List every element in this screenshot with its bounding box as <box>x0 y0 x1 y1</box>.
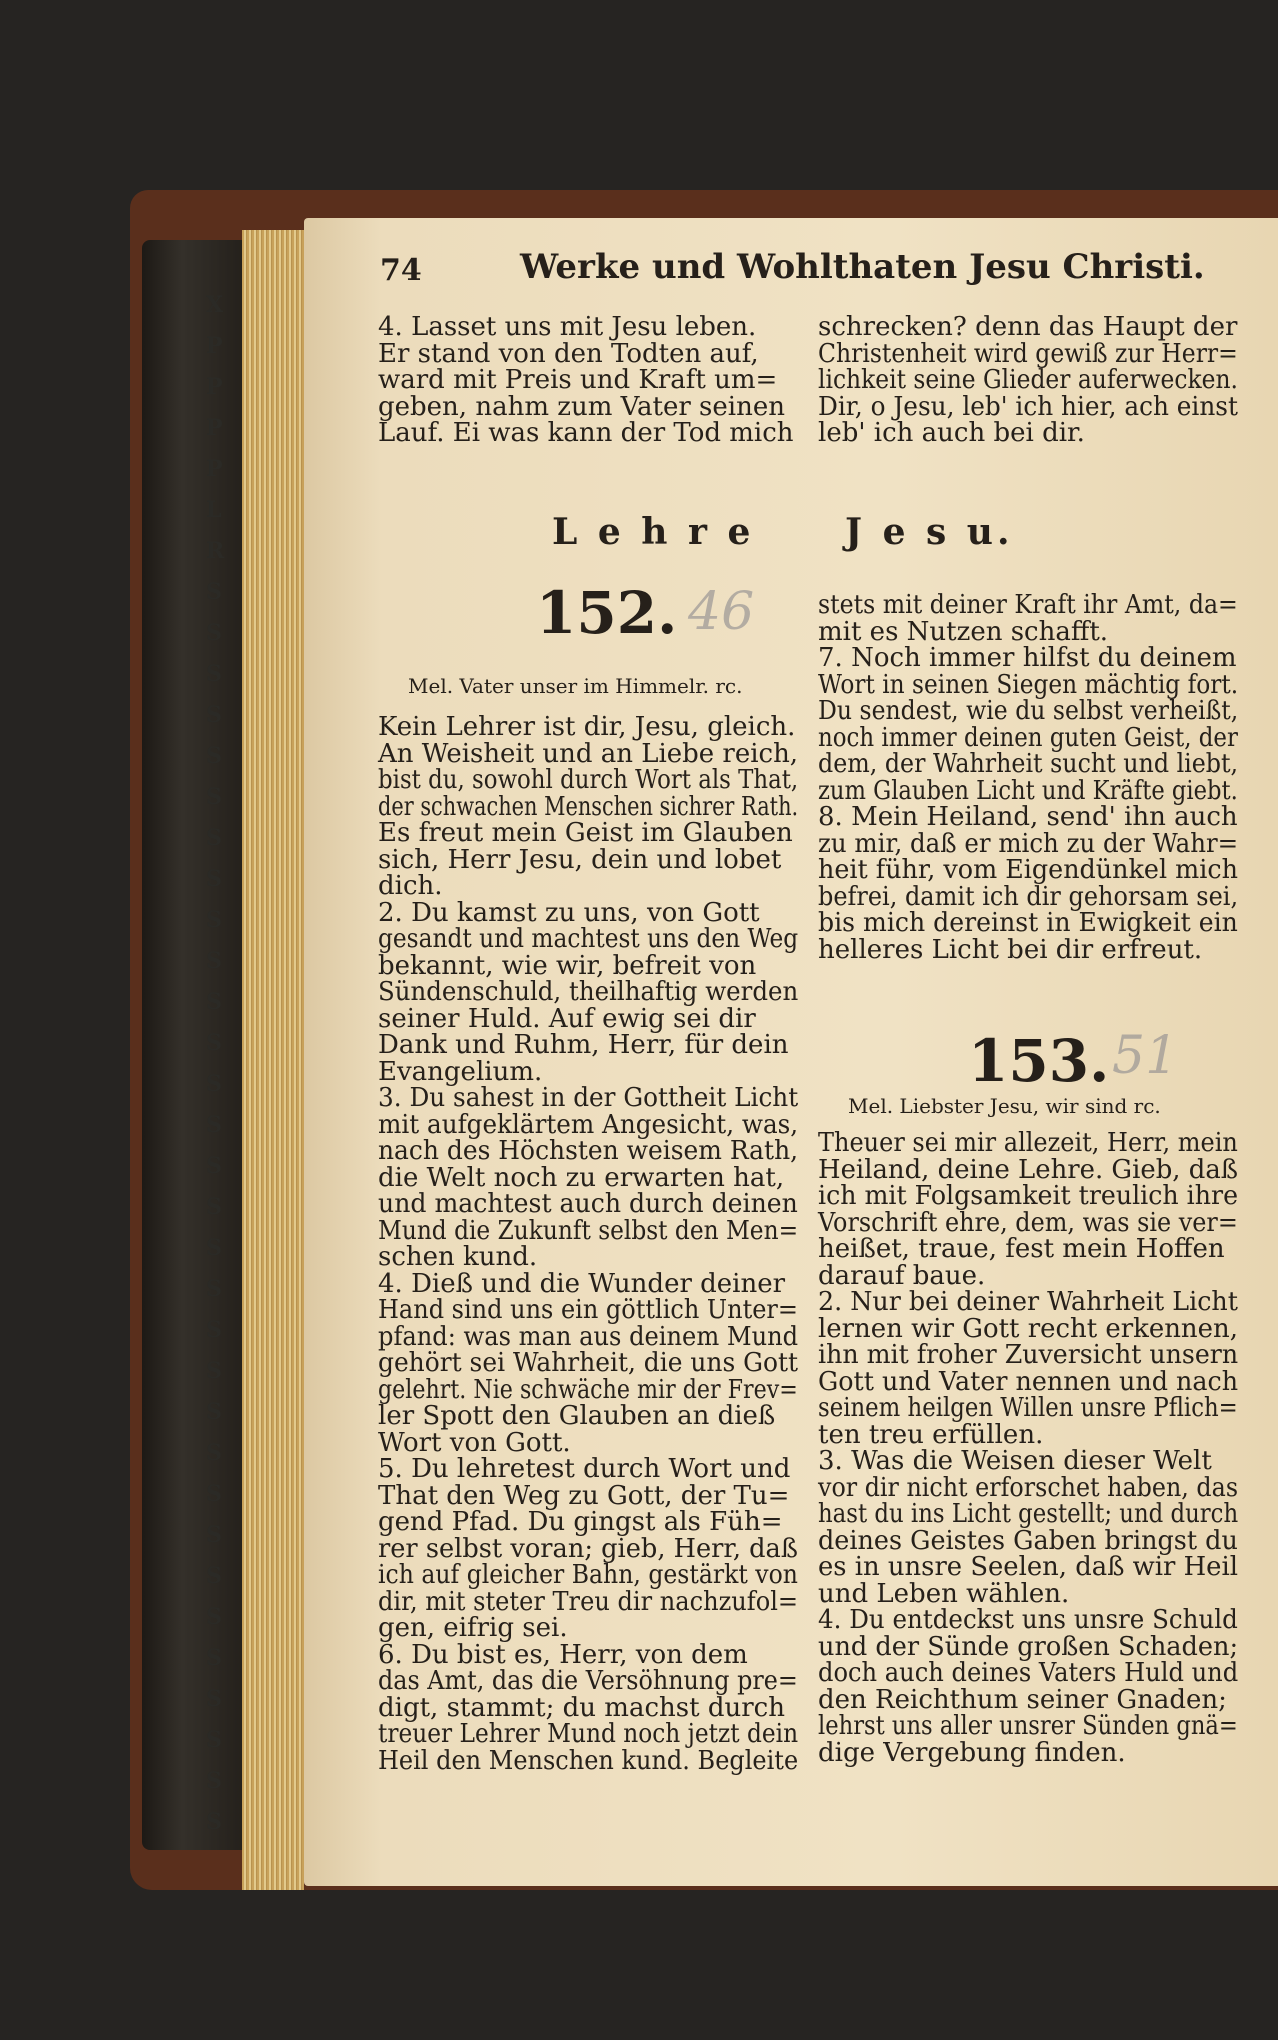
text-line: 4. Lasset uns mit Jesu leben. <box>378 312 757 342</box>
text-line: mit aufgeklärtem Angesicht, was, <box>378 1109 799 1140</box>
thumb-index-letter: L <box>206 497 222 523</box>
text-line: Du sendest, wie du selbst verheißt, <box>818 696 1239 726</box>
text-line: 6. Du bist es, Herr, von dem <box>378 1639 748 1670</box>
text-line: es in unsre Seelen, daß wir Heil <box>818 1552 1238 1582</box>
text-line: gesandt und machtest uns den Weg <box>378 924 799 954</box>
text-line: hast du ins Licht gestellt; und durch <box>818 1499 1239 1529</box>
text-line: deines Geistes Gaben bringst du <box>818 1525 1238 1556</box>
text-line: geben, nahm zum Vater seinen <box>378 391 785 422</box>
thumb-index-letter: S <box>206 1645 222 1671</box>
thumb-index-letter: S <box>206 1153 222 1179</box>
thumb-index-letter: S <box>206 907 222 933</box>
thumb-index-letter: P <box>206 415 223 441</box>
text-line: Wort von Gott. <box>378 1427 571 1458</box>
section-heading-left: L e h r e <box>552 511 755 553</box>
text-line: sich, Herr Jesu, dein und lobet <box>378 844 782 875</box>
text-line: das Amt, das die Versöhnung pre= <box>378 1666 798 1696</box>
text-line: Dir, o Jesu, leb' ich hier, ach einst <box>818 391 1238 422</box>
thumb-index-letter: X <box>206 292 224 318</box>
text-line: dige Vergebung finden. <box>818 1737 1126 1768</box>
text-line: mit es Nutzen schafft. <box>818 616 1109 647</box>
text-line: 2. Du kamst zu uns, von Gott <box>378 897 760 928</box>
thumb-index-letter: P <box>206 333 223 359</box>
text-line: Sündenschuld, theilhaftig werden <box>378 977 799 1007</box>
thumb-index-letter: S <box>206 1563 222 1589</box>
text-line: vor dir nicht erforschet haben, das <box>818 1472 1239 1503</box>
text-line: noch immer deinen guten Geist, der <box>818 722 1238 753</box>
section-heading-right: J e s u. <box>845 511 1014 553</box>
text-line: gen, eifrig sei. <box>378 1613 568 1643</box>
thumb-index-letter: S <box>206 1522 222 1548</box>
text-line: 3. Du sahest in der Gottheit Licht <box>378 1083 799 1113</box>
text-line: heißet, traue, fest mein Hoffen <box>818 1234 1225 1264</box>
thumb-index-letter: S <box>206 620 222 646</box>
thumb-index-letter: S <box>206 1481 222 1507</box>
text-line: die Welt noch zu erwarten hat, <box>378 1162 785 1193</box>
page-edges <box>242 230 304 1890</box>
text-line: ich mit Folgsamkeit treulich ihre <box>818 1181 1239 1211</box>
thumb-index-letter: P <box>206 456 223 482</box>
text-line: ihn mit froher Zuversicht unsern <box>818 1340 1239 1370</box>
text-line: schen kund. <box>378 1242 538 1272</box>
text-line: bist du, sowohl durch Wort als That, <box>378 765 799 795</box>
thumb-index-letter: S <box>206 1317 222 1343</box>
text-line: lichkeit seine Glieder auferwecken. <box>818 365 1238 395</box>
text-line: leb' ich auch bei dir. <box>818 418 1085 448</box>
hymn-153-melody: Mel. Liebster Jesu, wir sind rc. <box>848 1094 1161 1118</box>
thumb-index-letter: S <box>206 1358 222 1384</box>
text-line: Gott und Vater nennen und nach <box>818 1366 1239 1397</box>
thumb-index-letter: S <box>206 1809 222 1835</box>
text-line: treuer Lehrer Mund noch jetzt dein <box>378 1719 799 1749</box>
text-line: lernen wir Gott recht erkennen, <box>818 1313 1238 1344</box>
text-line: gelehrt. Nie schwäche mir der Frev= <box>378 1374 798 1405</box>
text-line: That den Weg zu Gott, der Tu= <box>378 1480 790 1511</box>
text-line: bekannt, wie wir, befreit von <box>378 950 757 981</box>
text-line: heit führ, vom Eigendünkel mich <box>818 855 1238 885</box>
text-line: nach des Höchsten weisem Rath, <box>378 1136 799 1166</box>
text-line: Er stand von den Todten auf, <box>378 338 759 369</box>
thumb-index-letter: P <box>206 374 223 400</box>
thumb-index-letter: S <box>206 1604 222 1630</box>
thumb-index-letter: R <box>206 538 225 564</box>
text-line: ten treu erfüllen. <box>818 1419 1044 1450</box>
text-line: gehört sei Wahrheit, die uns Gott <box>378 1348 799 1378</box>
text-line: 4. Du entdeckst uns unsre Schuld <box>818 1605 1238 1635</box>
thumb-index-letter: S <box>206 1399 222 1425</box>
thumb-index-letter: S <box>206 1030 222 1056</box>
text-line: schrecken? denn das Haupt der <box>818 312 1238 342</box>
text-line: digt, stammt; du machst durch <box>378 1692 785 1723</box>
text-line: An Weisheit und an Liebe reich, <box>378 738 799 769</box>
hymn-152-number: 152. <box>536 579 678 647</box>
hymn-152-pencil-mark: 46 <box>688 582 755 642</box>
text-line: ler Spott den Glauben an dieß <box>378 1401 776 1431</box>
hymn-153-pencil-mark: 51 <box>1112 1026 1179 1086</box>
thumb-index-letter: S <box>206 661 222 687</box>
text-line: 7. Noch immer hilfst du deinem <box>818 643 1237 673</box>
page-number: 74 <box>380 253 422 288</box>
text-line: Kein Lehrer ist dir, Jesu, gleich. <box>378 712 796 742</box>
thumb-index-letter: S <box>206 743 222 769</box>
text-line: und Leben wählen. <box>818 1578 1070 1609</box>
text-line: und machtest auch durch deinen <box>378 1189 798 1219</box>
thumb-index-letter: S <box>206 1071 222 1097</box>
text-line: seinem heilgen Willen unsre Pflich= <box>818 1393 1238 1423</box>
text-line: Evangelium. <box>378 1056 543 1087</box>
page-title: Werke und Wohlthaten Jesu Christi. <box>520 247 1205 287</box>
text-line: pfand: was man aus deinem Mund <box>378 1321 799 1352</box>
thumb-index-letter: S <box>206 579 222 605</box>
text-line: 4. Dieß und die Wunder deiner <box>378 1268 786 1299</box>
text-line: zu mir, daß er mich zu der Wahr= <box>818 828 1239 859</box>
text-line: Heiland, deine Lehre. Gieb, daß <box>818 1154 1239 1185</box>
text-line: Heil den Menschen kund. Begleite <box>378 1745 799 1776</box>
text-line: befrei, damit ich dir gehorsam sei, <box>818 881 1239 912</box>
text-line: rer selbst voran; gieb, Herr, daß <box>378 1533 798 1564</box>
text-line: den Reichthum seiner Gnaden; <box>818 1684 1227 1715</box>
book-spine <box>142 240 242 1850</box>
text-line: ich auf gleicher Bahn, gestärkt von <box>378 1560 798 1590</box>
text-line: Wort in seinen Siegen mächtig fort. <box>818 669 1239 700</box>
thumb-index-letter: S <box>206 1686 222 1712</box>
text-line: Hand sind uns ein göttlich Unter= <box>378 1295 799 1325</box>
text-line: doch auch deines Vaters Huld und <box>818 1658 1239 1688</box>
book-page <box>304 218 1278 1886</box>
text-line: lehrst uns aller unsrer Sünden gnä= <box>818 1711 1238 1741</box>
text-line: dich. <box>378 871 443 901</box>
text-line: Mund die Zukunft selbst den Men= <box>378 1215 799 1246</box>
text-line: stets mit deiner Kraft ihr Amt, da= <box>818 590 1238 620</box>
text-line: seiner Huld. Auf ewig sei dir <box>378 1003 756 1034</box>
text-line: 3. Was die Weisen dieser Welt <box>818 1446 1212 1476</box>
thumb-index-letter: S <box>206 784 222 810</box>
text-line: der schwachen Menschen sichrer Rath. <box>378 791 799 822</box>
thumb-index-letter: S <box>206 1768 222 1794</box>
text-line: dir, mit steter Treu dir nachzufol= <box>378 1586 799 1617</box>
hymn-153-number: 153. <box>968 1027 1110 1095</box>
text-line: dem, der Wahrheit sucht und liebt, <box>818 749 1239 779</box>
text-line: ward mit Preis und Kraft um= <box>378 365 778 395</box>
thumb-index-letter: S <box>206 1112 222 1138</box>
text-line: 8. Mein Heiland, send' ihn auch <box>818 802 1238 832</box>
thumb-index-letter: S <box>206 1235 222 1261</box>
text-line: Es freut mein Geist im Glauben <box>378 818 793 848</box>
thumb-index-letter: S <box>206 948 222 974</box>
text-line: Lauf. Ei was kann der Tod mich <box>378 418 794 448</box>
text-line: gend Pfad. Du gingst als Füh= <box>378 1507 783 1537</box>
text-line: Dank und Ruhm, Herr, für dein <box>378 1030 789 1060</box>
thumb-index-letter: S <box>206 825 222 851</box>
thumb-index-letter: S <box>206 1194 222 1220</box>
thumb-index-letter: S <box>206 702 222 728</box>
text-line: Vorschrift ehre, dem, was sie ver= <box>818 1207 1238 1238</box>
thumb-index-letter: S <box>206 1727 222 1753</box>
text-line: zum Glauben Licht und Kräfte giebt. <box>818 775 1238 806</box>
text-line: 2. Nur bei deiner Wahrheit Licht <box>818 1287 1238 1317</box>
text-line: darauf baue. <box>818 1260 986 1291</box>
text-line: 5. Du lehretest durch Wort und <box>378 1454 791 1484</box>
text-line: und der Sünde großen Schaden; <box>818 1631 1239 1662</box>
text-line: Theuer sei mir allezeit, Herr, mein <box>818 1128 1238 1158</box>
text-line: Christenheit wird gewiß zur Herr= <box>818 338 1238 369</box>
thumb-index-letter: S <box>206 989 222 1015</box>
thumb-index-letter: S <box>206 866 222 892</box>
text-line: bis mich dereinst in Ewigkeit ein <box>818 908 1238 938</box>
thumb-index-letter: S <box>206 1440 222 1466</box>
text-line: helleres Licht bei dir erfreut. <box>818 934 1203 965</box>
hymn-152-melody: Mel. Vater unser im Himmelr. rc. <box>408 674 743 698</box>
thumb-index-letter: S <box>206 1276 222 1302</box>
